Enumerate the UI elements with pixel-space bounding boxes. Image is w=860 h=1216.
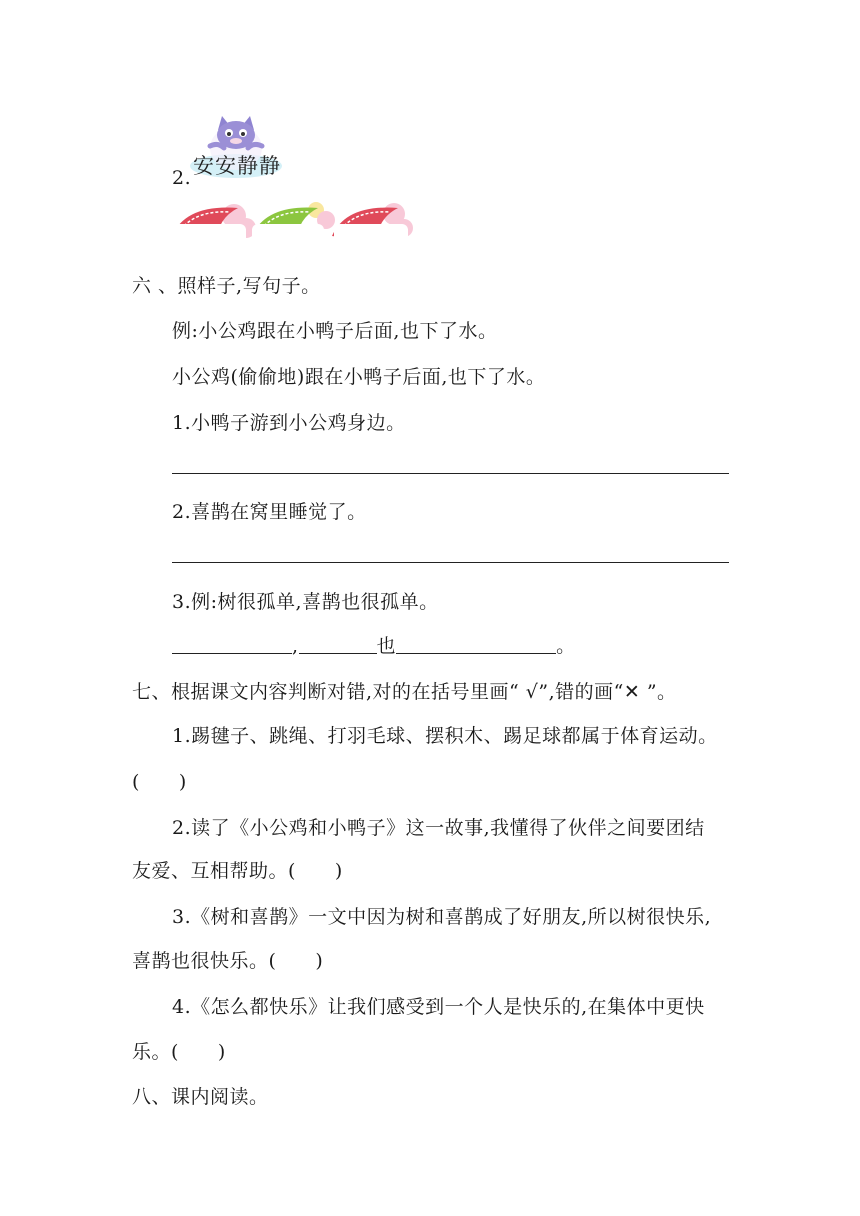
question-7-2-line1: 2.读了《小公鸡和小鸭子》这一故事,我懂得了伙伴之间要团结 <box>172 817 705 839</box>
comma: , <box>292 635 299 657</box>
answer-line-2[interactable] <box>172 562 729 563</box>
question-7-4-line1: 4.《怎么都快乐》让我们感受到一个人是快乐的,在集体中更快 <box>172 996 705 1018</box>
blank-3[interactable] <box>396 635 556 654</box>
blank-1[interactable] <box>172 635 292 654</box>
question-7-2-line2[interactable]: 友爱、互相帮助。( ) <box>132 860 343 882</box>
blank-2[interactable] <box>299 635 377 654</box>
section-six-heading: 六 、照样子,写句子。 <box>132 275 321 297</box>
question-7-3-line2[interactable]: 喜鹊也很快乐。( ) <box>132 950 324 972</box>
leaf-blanks <box>166 198 416 258</box>
question-6-2: 2.喜鹊在窝里睡觉了。 <box>172 501 367 523</box>
question-7-1-line1: 1.踢毽子、跳绳、打羽毛球、摆积木、踢足球都属于体育运动。 <box>172 725 718 747</box>
example-answer: 小公鸡(偷偷地)跟在小鸭子后面,也下了水。 <box>172 366 546 388</box>
question-7-1-line2[interactable]: ( ) <box>132 771 187 793</box>
item-number: 2. <box>172 167 192 189</box>
question-6-3: 3.例:树很孤单,喜鹊也很孤单。 <box>172 591 439 613</box>
target-word: 安安静静 <box>193 154 281 178</box>
question-6-1: 1.小鸭子游到小公鸡身边。 <box>172 412 406 434</box>
section-seven-heading: 七、根据课文内容判断对错,对的在括号里画“ √”,错的画“✕ ”。 <box>132 681 677 703</box>
fill-blank-row <box>172 634 576 658</box>
section-eight-heading: 八、课内阅读。 <box>132 1086 269 1108</box>
ye-char: 也 <box>376 635 397 657</box>
period: 。 <box>556 635 576 657</box>
example-sentence: 例:小公鸡跟在小鸭子后面,也下了水。 <box>172 320 498 342</box>
question-7-3-line1: 3.《树和喜鹊》一文中因为树和喜鹊成了好朋友,所以树很快乐, <box>172 906 712 928</box>
answer-line-1[interactable] <box>172 473 729 474</box>
question-7-4-line2[interactable]: 乐。( ) <box>132 1041 226 1063</box>
